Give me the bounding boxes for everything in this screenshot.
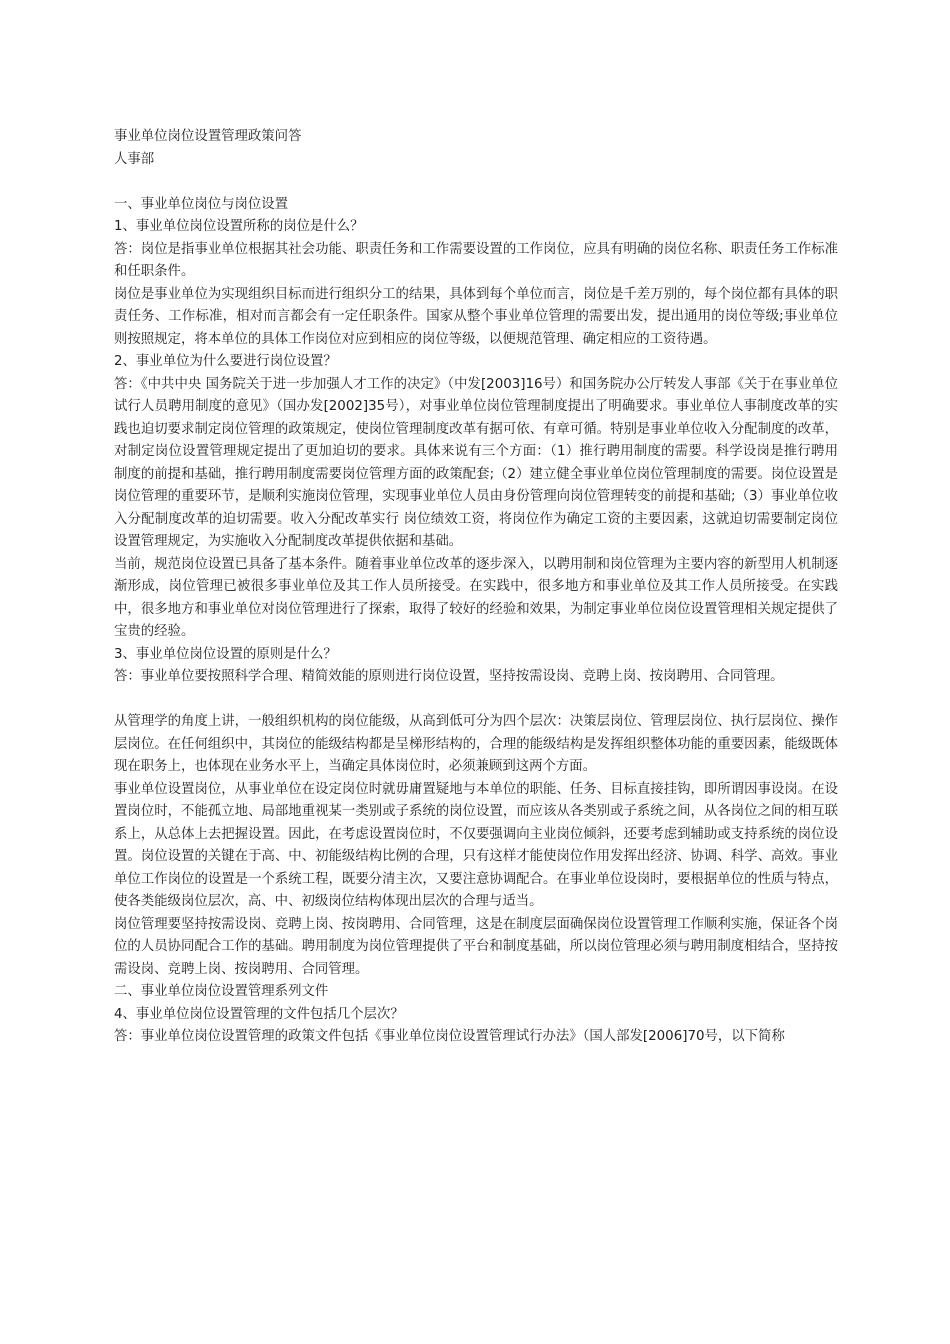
document-title: 事业单位岗位设置管理政策问答	[114, 129, 302, 144]
body-paragraph: 从管理学的角度上讲，一般组织机构的岗位能级，从高到低可分为四个层次：决策层岗位、管理层岗位、执行层岗位、操作层岗位。在任何组织中，其岗位的能级结构都是呈梯形结构的，合理的能级结构是发挥组织整体功能的重要因素，能级既体现在职务上，也体现在业务水平上，当确定具体岗位时，必须兼顾到这两个方面。	[114, 714, 838, 774]
body-paragraph: 当前，规范岗位设置已具备了基本条件。随着事业单位改革的逐步深入，以聘用制和岗位管理为主要内容的新型用人机制逐渐形成，岗位管理已被很多事业单位及其工作人员所接受。在实践中，很多地方和事业单位及其工作人员所接受。在实践中，很多地方和事业单位对岗位管理进行了探索，取得了较好的经验和效果，为制定事业单位岗位设置管理相关规定提供了宝贵的经验。	[114, 556, 838, 639]
body-paragraph: 岗位是事业单位为实现组织目标而进行组织分工的结果，具体到每个单位而言，岗位是千差万别的，每个岗位都有具体的职责任务、工作标准，相对而言都会有一定任职条件。国家从整个事业单位管理的需要出发，提出通用的岗位等级;事业单位则按照规定，将本单位的具体工作岗位对应到相应的岗位等级，以便规范管理、确定相应的工资待遇。	[114, 286, 838, 347]
question-heading: 3、事业单位岗位设置的原则是什么？	[114, 646, 337, 662]
question-heading: 4、事业单位岗位设置管理的文件包括几个层次？	[114, 1006, 404, 1022]
document-author: 人事部	[114, 151, 155, 167]
blank-line	[114, 689, 838, 712]
section-heading: 一、事业单位岗位与岗位设置	[114, 196, 289, 212]
answer-paragraph: 答：事业单位岗位设置管理的政策文件包括《事业单位岗位设置管理试行办法》（国人部发[2006]70号，以下简称	[114, 1029, 785, 1044]
answer-paragraph: 答：《中共中央 国务院关于进一步加强人才工作的决定》（中发[2003]16号）和国务院办公厅转发人事部《关于在事业单位试行人员聘用制度的意见》（国办发[2002]35号），对事业单位岗位管理制度提出了明确要求。事业单位人事制度改革的实践也迫切要求制定岗位管理的政策规定，使岗位管理制度改革有据可依、有章可循。特别是事业单位收入分配制度的改革，对制定岗位设置管理规定提出了更加迫切的要求。具体来说有三个方面：（1）推行聘用制度的需要。科学设岗是推行聘用制度的前提和基础，推行聘用制度需要岗位管理方面的政策配套;（2）建立健全事业单位岗位管理制度的需要。岗位设置是岗位管理的重要环节，是顺利实施岗位管理，实现事业单位人员由身份管理向岗位管理转变的前提和基础;（3）事业单位收入分配制度改革的迫切需要。收入分配改革实行 岗位绩效工资，将岗位作为确定工资的主要因素，这就迫切需要制定岗位设置管理规定，为实施收入分配制度改革提供依据和基础。	[114, 376, 838, 549]
body-paragraph: 事业单位设置岗位，从事业单位在设定岗位时就毋庸置疑地与本单位的职能、任务、目标直接挂钩，即所谓因事设岗。在设置岗位时，不能孤立地、局部地重视某一类别或子系统的岗位设置，而应该从各类别或子系统之间，从各岗位之间的相互联系上，从总体上去把握设置。因此，在考虑设置岗位时，不仅要强调向主业岗位倾斜，还要考虑到辅助或支持系统的岗位设置。岗位设置的关键在于高、中、初能级结构比例的合理，只有这样才能使岗位作用发挥出经济、协调、科学、高效。事业单位工作岗位的设置是一个系统工程，既要分清主次，又要注意协调配合。在事业单位设岗时，要根据单位的性质与特点，使各类能级岗位层次，高、中、初级岗位结构体现出层次的合理与适当。	[114, 781, 838, 909]
document-page	[114, 126, 838, 1049]
body-paragraph: 岗位管理要坚持按需设岗、竞聘上岗、按岗聘用、合同管理，这是在制度层面确保岗位设置管理工作顺利实施，保证各个岗位的人员协同配合工作的基础。聘用制度为岗位管理提供了平台和制度基础，所以岗位管理必须与聘用制度相结合，坚持按需设岗、竞聘上岗、按岗聘用、合同管理。	[114, 916, 838, 977]
answer-paragraph: 答：岗位是指事业单位根据其社会功能、职责任务和工作需要设置的工作岗位，应具有明确的岗位名称、职责任务工作标准和任职条件。	[114, 241, 838, 279]
question-heading: 1、事业单位岗位设置所称的岗位是什么？	[114, 219, 364, 234]
section-heading: 二、事业单位岗位设置管理系列文件	[114, 984, 329, 999]
question-heading: 2、事业单位为什么要进行岗位设置？	[114, 354, 337, 369]
answer-paragraph: 答：事业单位要按照科学合理、精简效能的原则进行岗位设置，坚持按需设岗、竞聘上岗、按岗聘用、合同管理。	[114, 669, 784, 684]
blank-line	[114, 171, 838, 194]
